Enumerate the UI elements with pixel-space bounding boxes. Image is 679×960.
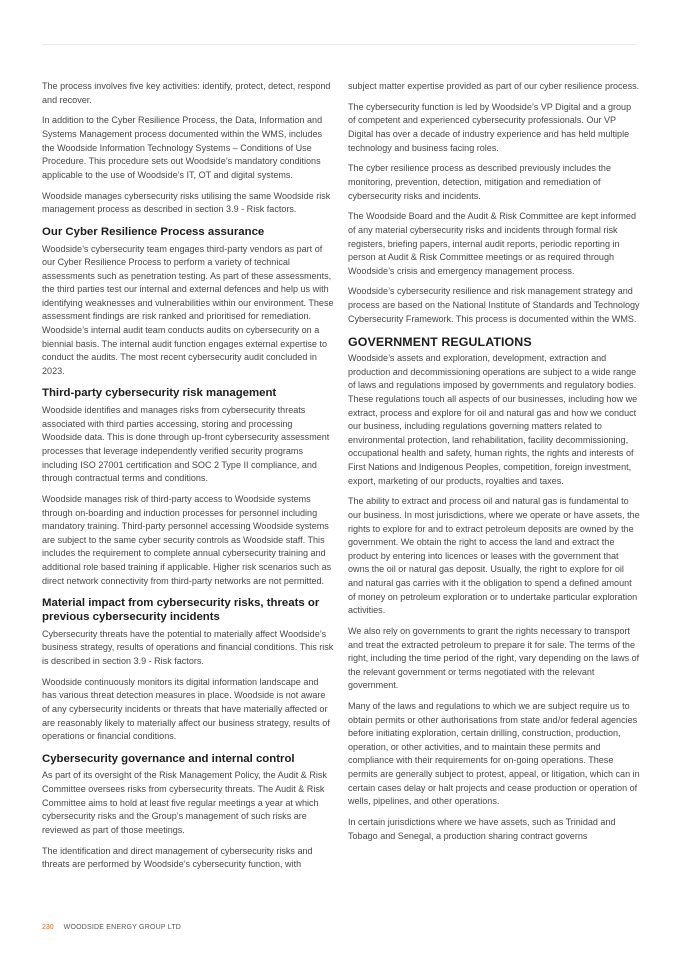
paragraph: In certain jurisdictions where we have assets, such as Trinidad and Tobago and Senegal, a production sharing contract governs [348,817,616,841]
paragraph: Woodside manages cybersecurity risks utilising the same Woodside risk management process as described in section 3.9 - Risk factors. [42,190,331,215]
paragraph: Many of the laws and regulations to which we are subject require us to obtain permits or other authorisations from state and/or federal agencies before initiating exploration, certain drilling, construction, production, operation, or other activities, and to maintain these permits and compliance with their requirements for on-going operations. These permits are generally subject to protest, appeal, or litigation, which can in certain cases delay or halt projects and cease production or operation of wells, pipelines, and other operations. [348,701,640,807]
heading-material-impact: Material impact from cybersecurity risks, threats or previous cybersecurity incidents [42,597,320,623]
left-column [42,80,334,879]
paragraph: The Woodside Board and the Audit & Risk Committee are kept informed of any material cybersecurity risks and incidents through formal risk registers, briefing papers, internal audit reports, periodic reporting in person at Audit & Risk Committee meetings or as required through Woodside’s crisis and emergency management process. [348,211,636,276]
company-name: WOODSIDE ENERGY GROUP LTD [63,924,182,931]
header-divider [42,44,636,45]
paragraph: As part of its oversight of the Risk Management Policy, the Audit & Risk Committee oversees risks from cybersecurity threats. The Audit & Risk Committee aims to hold at least five regular meetings a year at which cybersecurity risks and the Group’s management of such risks are reviewed as part of those meetings. [42,770,327,835]
paragraph: Cybersecurity threats have the potential to materially affect Woodside’s business strategy, results of operations and financial conditions. This risk is described in section 3.9 - Risk factors. [42,628,334,666]
page-footer [42,923,181,933]
paragraph: The cyber resilience process as described previously includes the monitoring, prevention, detection, mitigation and remediation of cybersecurity risks and incidents. [348,163,611,201]
paragraph: The ability to extract and process oil and natural gas is fundamental to our business. In most jurisdictions, where we operate or have assets, the rights to explore for and to extract petroleum deposits are owned by the government. We obtain the right to access the land and extract the product by entering into licences or leases with the government that owns the oil or natural gas deposit. Usually, the right to explore for oil and natural gas carries with it the obligation to spend a defined amount of money on petroleum exploration or to undertake particular exploration activities. [348,496,640,616]
paragraph: subject matter expertise provided as part of our cyber resilience process. [348,81,640,91]
paragraph: We also rely on governments to grant the rights necessary to transport and treat the extracted petroleum to prepare it for sale. The terms of the right, including the time period of the right, vary depending on the laws of the relevant government or terms negotiated with the relevant government. [348,625,640,691]
paragraph: Woodside’s cybersecurity team engages third-party vendors as part of our Cyber Resilience Process to perform a variety of technical assessments such as penetration testing. As part of these assessments, the third parties test our internal and external defences and help us with identifying weaknesses and vulnerabilities within our environment. These assessment findings are risk ranked and prioritised for remediation. Woodside’s internal audit team conducts audits on cybersecurity on a biennial basis. The internal audit function engages external expertise to conduct the audits. The most recent cybersecurity audit concluded in 2023. [42,243,334,376]
paragraph: Woodside identifies and manages risks from cybersecurity threats associated with third parties accessing, storing and processing Woodside data. This is done through up-front cybersecurity assessment processes that leverage independently verified security programs including ISO 27001 certification and SOC 2 Type II compliance, and through contractual terms and conditions. [42,405,330,484]
paragraph: Woodside’s assets and exploration, development, extraction and production and decommissioning operations are subject to a wide range of laws and regulations imposed by governments and regulatory bodies. These regulations touch all aspects of our businesses, including how we extract, process and explore for oil and natural gas and how we conduct our business, including regulations governing matters related to environmental protection, land rehabilitation, facility decommissioning, occupational health and safety, human rights, the rights and interests of First Nations and Indigenous Peoples, competition, foreign investment, export, marketing of our products, royalties and taxes. [348,353,638,486]
heading-cyber-resilience-assurance: Our Cyber Resilience Process assurance [42,225,265,238]
page-number: 230 [42,924,54,931]
heading-third-party-risk: Third-party cybersecurity risk management [42,387,277,400]
heading-governance: Cybersecurity governance and internal control [42,752,295,765]
paragraph: The identification and direct management of cybersecurity risks and threats are performed by Woodside’s cybersecurity function, with [42,845,313,870]
paragraph: The process involves five key activities: identify, protect, detect, respond and recover. [42,81,331,105]
paragraph: Woodside manages risk of third-party access to Woodside systems through on-boarding and induction processes for personnel including mandatory training. Third-party personnel accessing Woodside systems are subject to the same cyber security controls as Woodside staff. This includes the requirement to complete annual cybersecurity training and additional role based training if applicable. Higher risk scenarios such as direct network connectivity from third-party networks are not permitted. [42,494,332,586]
paragraph: Woodside continuously monitors its digital information landscape and has various threat detection measures in place. Woodside is not aware of any cybersecurity incidents or threats that have materially affected or are reasonably likely to materially affect our business strategy, results of operations or financial conditions. [42,676,330,742]
right-column [348,80,640,850]
heading-government-regulations: GOVERNMENT REGULATIONS [348,335,532,350]
paragraph: Woodside’s cybersecurity resilience and risk management strategy and process are based on the National Institute of Standards and Technology Cybersecurity Framework. This process is documented within the WMS. [348,286,640,324]
paragraph: The cybersecurity function is led by Woodside’s VP Digital and a group of competent and experienced cybersecurity professionals. Our VP Digital has over a decade of industry experience and has held multiple technology and business facing roles. [348,101,632,153]
paragraph: In addition to the Cyber Resilience Process, the Data, Information and Systems Management process documented within the WMS, includes the Woodside Information Technology Systems – Conditions of Use Procedure. This procedure sets out Woodside’s mandatory conditions applicable to the use of Woodside’s IT, OT and digital systems. [42,115,323,180]
